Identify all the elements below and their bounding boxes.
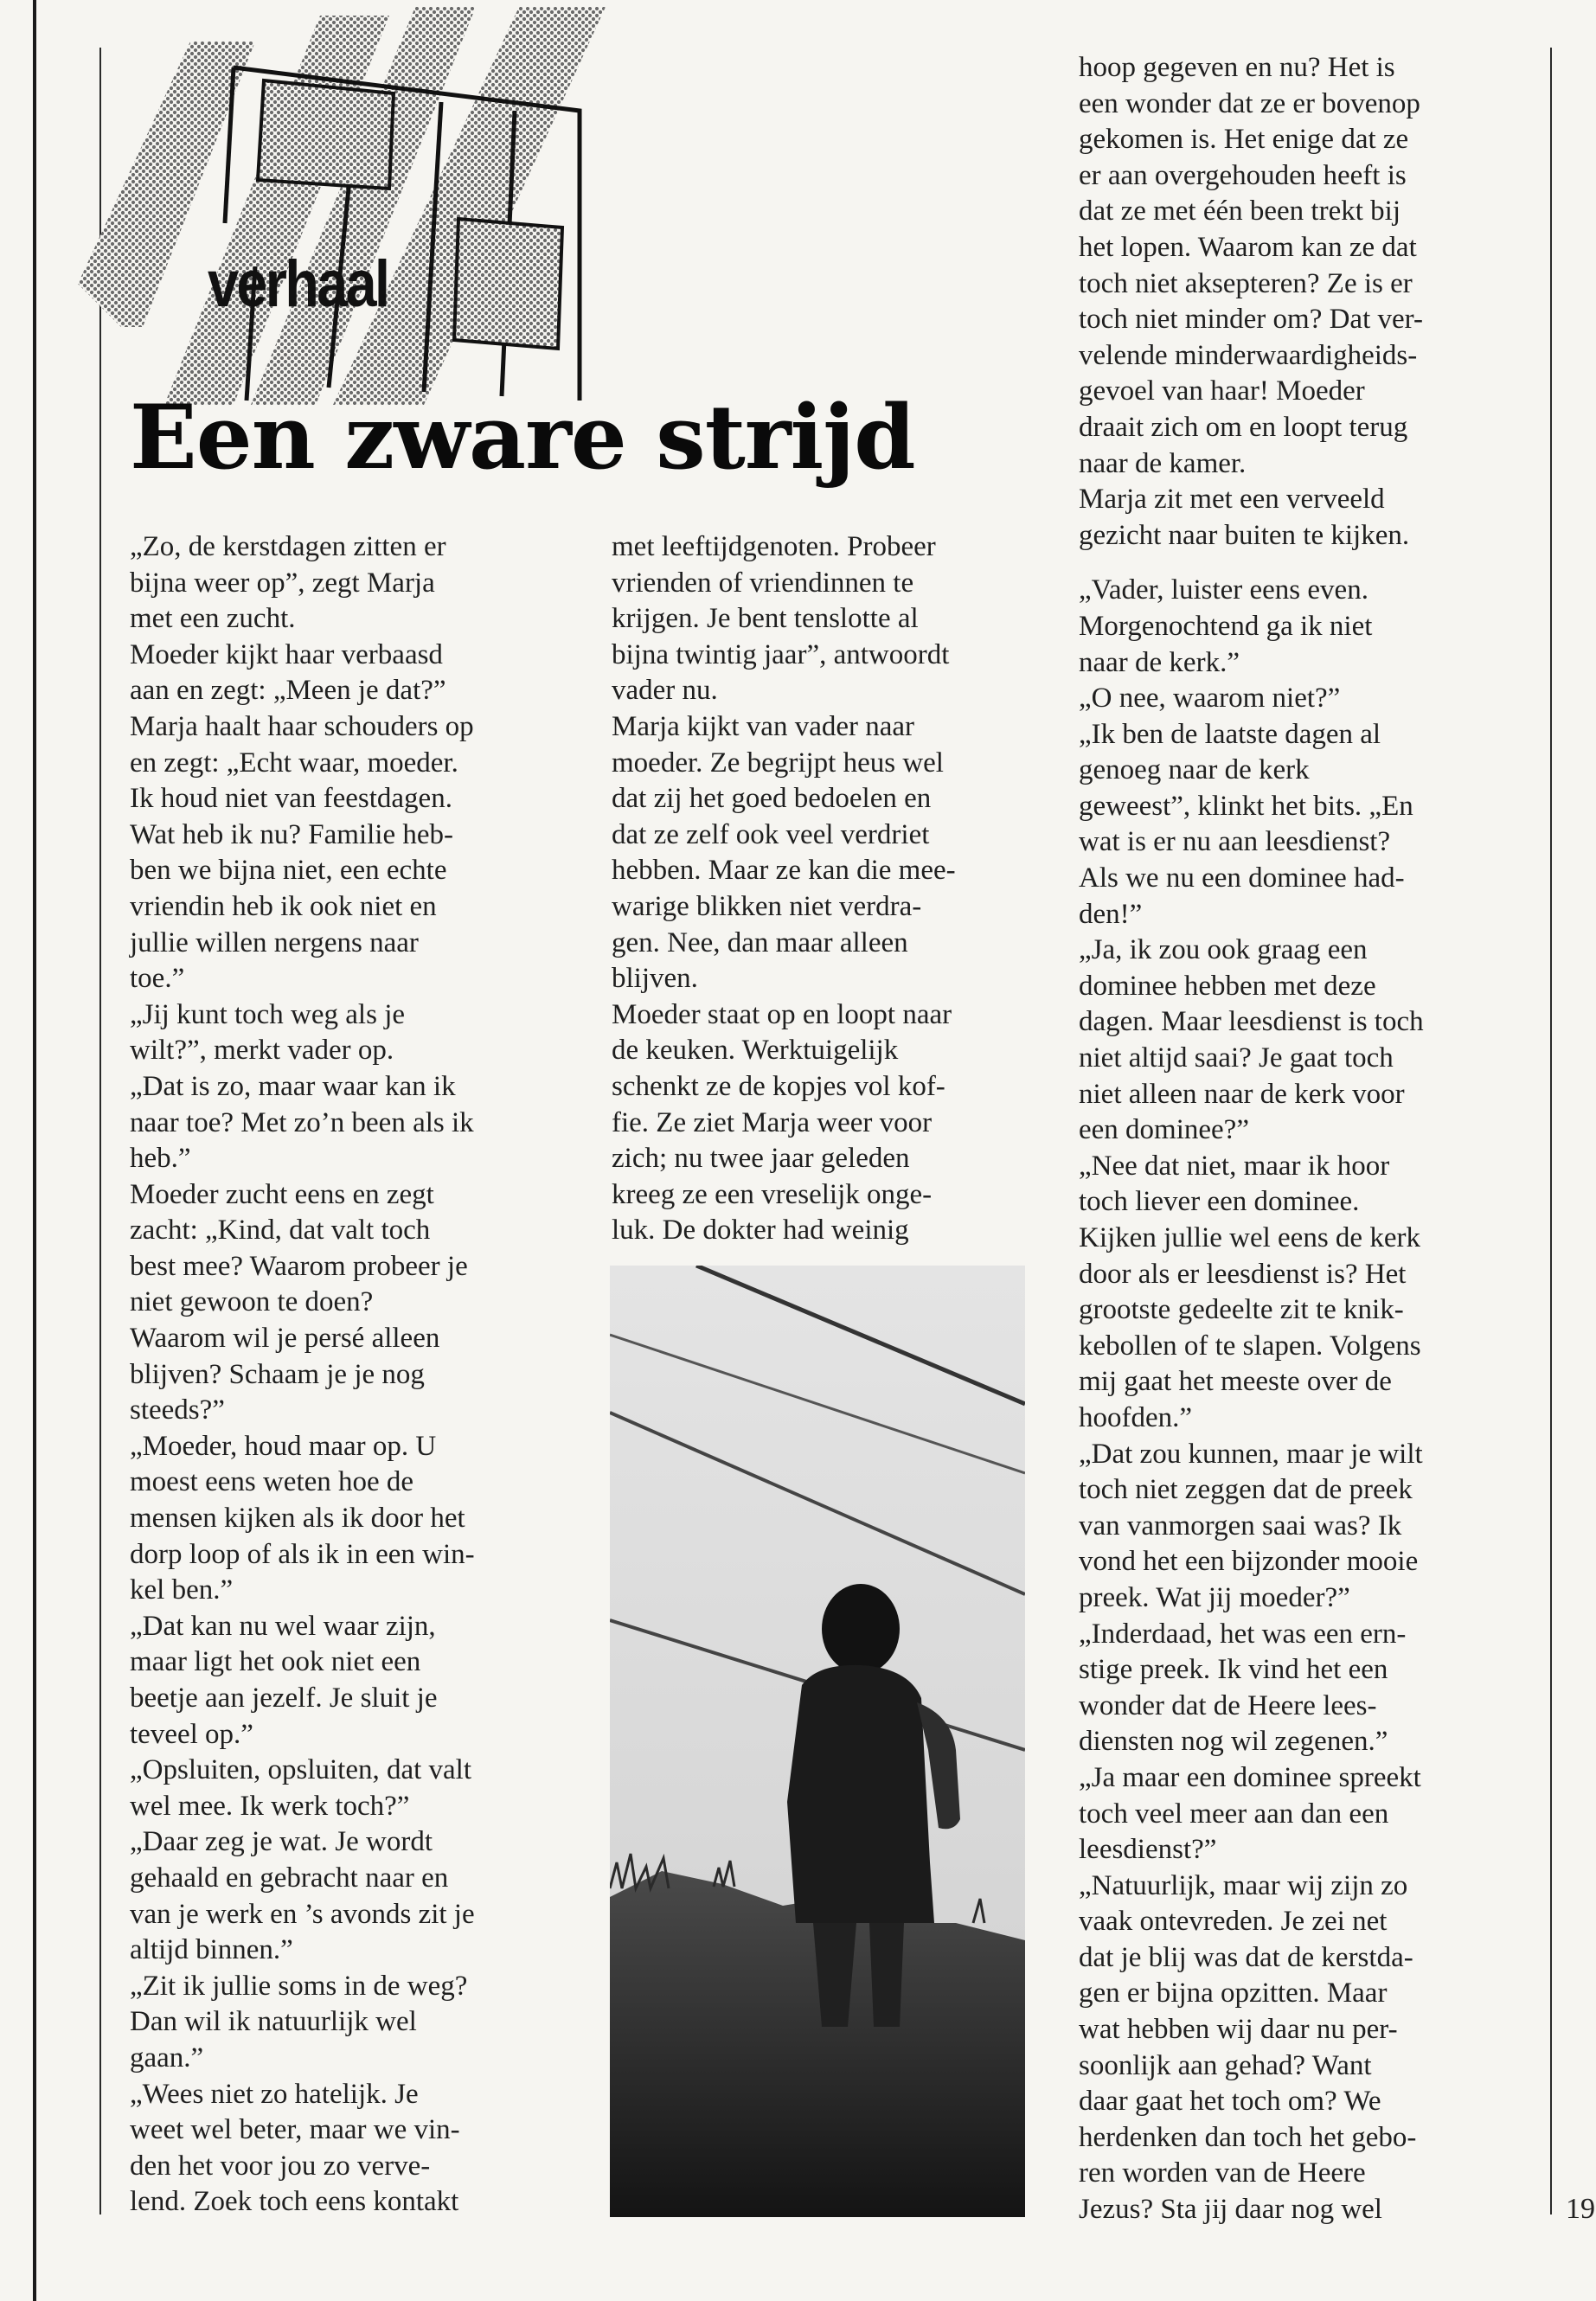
article-title: Een zware strijd bbox=[130, 386, 915, 490]
paragraph: „Dat is zo, maar waar kan ik naar toe? Met zo’n been als ik heb.” bbox=[130, 1070, 474, 1175]
text-column-2 bbox=[612, 529, 1044, 1249]
paragraph: „Moeder, houd maar op. U moest eens weten hoe de mensen kijken als ik door het dorp loop of als ik in een win- kel ben.” bbox=[130, 1430, 475, 1606]
paragraph: „Nee dat niet, maar ik hoor toch liever een dominee. Kijken jullie wel eens de kerk door als er leesdienst is? Het grootste gedeelte zit te knik- kebollen of te slapen. Volgens mij gaat het meeste over de hoofden.” bbox=[1079, 1150, 1421, 1433]
paragraph: „Jij kunt toch weg als je wilt?”, merkt vader op. bbox=[130, 998, 406, 1067]
paragraph: Moeder zucht eens en zegt zacht: „Kind, dat valt toch best mee? Waarom probeer je niet gewoon te doen? Waarom wil je persé alleen blijven? Schaam je je nog steeds?” bbox=[130, 1178, 468, 1426]
paragraph: „Inderdaad, het was een ern- stige preek. Ik vind het een wonder dat de Heere lees- diensten nog wil zegenen.” bbox=[1079, 1618, 1407, 1758]
paragraph: met leeftijdgenoten. Probeer vrienden of vriendinnen te krijgen. Je bent tenslotte al bijna twintig jaar”, antwoordt vader nu. bbox=[612, 531, 950, 707]
paragraph: hoop gegeven en nu? Het is een wonder dat ze er bovenop gekomen is. Het enige dat ze er aan overgehouden heeft is dat ze met één been trekt bij het lopen. Waarom kan ze dat toch niet aksepteren? Ze is er toch niet minder om? Dat ver- velende minderwaardigheids- gevoel van haar! Moeder draait zich om en loopt terug naar de kamer. bbox=[1079, 52, 1423, 479]
paragraph: „Zit ik jullie soms in de weg? Dan wil ik natuurlijk wel gaan.” bbox=[130, 1970, 468, 2073]
paragraph: „Dat zou kunnen, maar je wilt toch niet zeggen dat de preek van vanmorgen saai was? Ik vond het een bijzonder mooie preek. Wat jij moeder?” bbox=[1079, 1438, 1423, 1613]
paragraph: „Wees niet zo hatelijk. Je weet wel beter, maar we vin- den het voor jou zo verve- lend. Zoek toch eens kontakt bbox=[130, 2078, 460, 2218]
page-number: 19 bbox=[1566, 2193, 1595, 2225]
paragraph: Marja zit met een verveeld gezicht naar buiten te kijken. bbox=[1079, 484, 1410, 551]
paragraph: „Vader, luister eens even. Morgenochtend ga ik niet naar de kerk.” bbox=[1079, 574, 1373, 678]
text-column-3 bbox=[1079, 50, 1529, 2228]
page-edge-rule bbox=[33, 0, 36, 2301]
paragraph: Marja haalt haar schouders op en zegt: „Echt waar, moeder. Ik houd niet van feestdagen. Wat heb ik nu? Familie heb- ben we bijna niet, een echte vriendin heb ik ook niet en jullie willen nergens naar toe.” bbox=[130, 710, 474, 995]
paragraph: „Ja maar een dominee spreekt toch veel meer aan dan een leesdienst?” bbox=[1079, 1761, 1421, 1866]
text-column-1 bbox=[130, 529, 571, 2221]
paragraph: „Dat kan nu wel waar zijn, maar ligt het ook niet een beetje aan jezelf. Je sluit je teveel op.” bbox=[130, 1610, 438, 1750]
section-label: verhaal bbox=[208, 247, 388, 321]
paragraph: „Opsluiten, opsluiten, dat valt wel mee. Ik werk toch?” bbox=[130, 1754, 472, 1822]
photo-walking-figure bbox=[610, 1266, 1025, 2217]
paragraph: Marja kijkt van vader naar moeder. Ze begrijpt heus wel dat zij het goed bedoelen en dat ze zelf ook veel verdriet hebben. Maar ze kan die mee- warige blikken niet verdra- gen. Nee, dan maar alleen blijven. bbox=[612, 710, 956, 995]
paragraph: Moeder staat op en loopt naar de keuken. Werktuigelijk schenkt ze de kopjes vol kof- fie. Ze ziet Marja weer voor zich; nu twee jaar geleden kreeg ze een vreselijk onge- luk. De dokter had weinig bbox=[612, 998, 952, 1247]
paragraph: „Zo, de kerstdagen zitten er bijna weer op”, zegt Marja met een zucht. bbox=[130, 531, 446, 635]
article-photo bbox=[610, 1266, 1025, 2217]
paragraph: „Daar zeg je wat. Je wordt gehaald en gebracht naar en van je werk en ’s avonds zit je altijd binnen.” bbox=[130, 1826, 475, 1966]
paragraph: „Ik ben de laatste dagen al genoeg naar de kerk geweest”, klinkt het bits. „En wat is er nu aan leesdienst? Als we nu een dominee had- den!” bbox=[1079, 718, 1413, 930]
paragraph: „Ja, ik zou ook graag een dominee hebben met deze dagen. Maar leesdienst is toch niet altijd saai? Je gaat toch niet alleen naar de kerk voor een dominee?” bbox=[1079, 934, 1424, 1146]
paragraph: „O nee, waarom niet?” bbox=[1079, 683, 1341, 715]
column-rule-right bbox=[1550, 48, 1552, 2214]
section-logo-graphic bbox=[69, 7, 623, 413]
paragraph: „Natuurlijk, maar wij zijn zo vaak ontevreden. Je zei net dat je blij was dat de kerstda- gen er bijna opzitten. Maar wat hebben wij daar nu per- soonlijk aan gehad? Want daar gaat het toch om? We herdenken dan toch het gebo- ren worden van de Heere Jezus? Sta jij daar nog wel bbox=[1079, 1869, 1417, 2226]
paragraph: Moeder kijkt haar verbaasd aan en zegt: „Meen je dat?” bbox=[130, 638, 446, 707]
